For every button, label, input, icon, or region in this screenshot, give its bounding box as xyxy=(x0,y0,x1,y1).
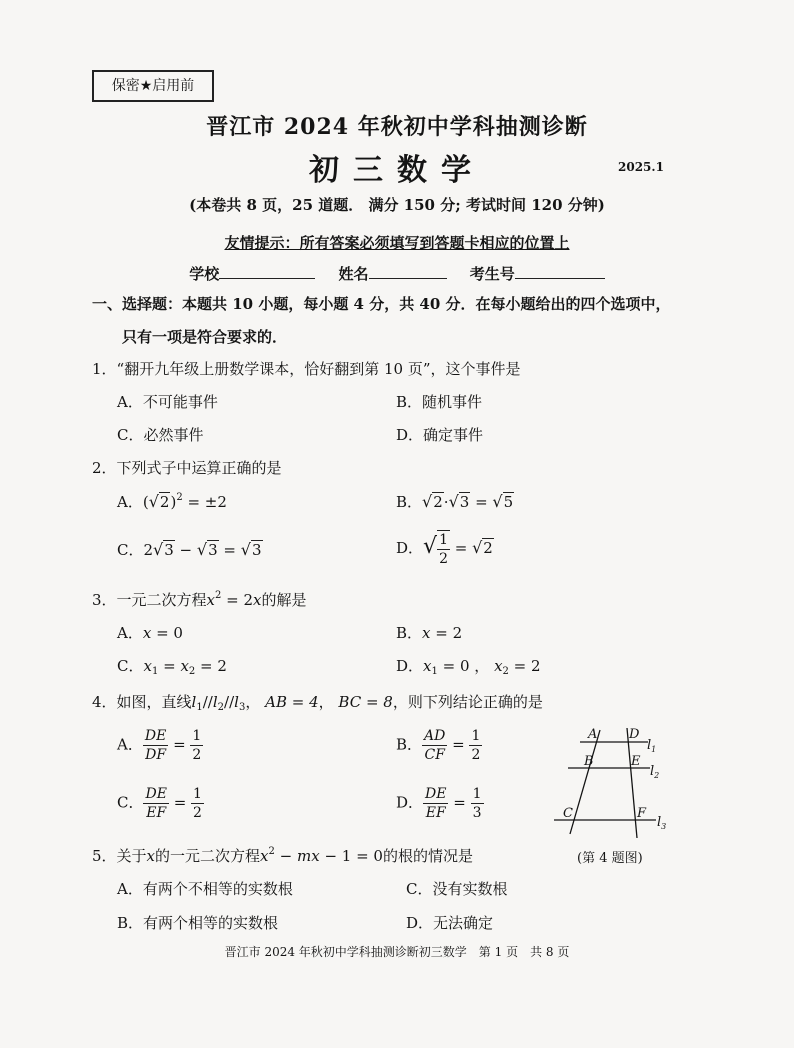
exam-title: 晋江市 2024 年秋初中学科抽测诊断 xyxy=(206,114,588,140)
name-field[interactable] xyxy=(369,264,447,279)
q3-b-label: B． xyxy=(396,624,423,642)
transversal-ac xyxy=(570,730,600,834)
q5-stem: 5．关于x的一元二次方程$x^2$ − mx − 1 = 0的根的情况是 xyxy=(92,846,473,865)
transversal-df xyxy=(627,728,637,838)
q1-stem: 1．“翻开九年级上册数学课本，恰好翻到第 10 页”，这个事件是 xyxy=(92,360,521,378)
exam-date: 2025.1 xyxy=(618,160,664,174)
q4-option-a: A． $\frac{DE}{DF}$ = $\frac{1}{2}$ xyxy=(117,728,202,763)
name-label: 姓名 xyxy=(338,265,369,283)
q3-option-d: D．$x_1 = 0$ ， $x_2 = 2$ xyxy=(396,657,541,677)
fig-label-d: D xyxy=(629,727,640,742)
q1-option-a: A．不可能事件 xyxy=(117,393,218,411)
friendly-tip xyxy=(0,232,794,253)
q3-c-label: C． xyxy=(117,657,144,675)
q4-figure xyxy=(548,722,678,842)
q3-a-label: A． xyxy=(117,624,143,642)
q2-option-c: C．2√3 − √3 = √3 xyxy=(117,540,262,559)
q2-stem: 2．下列式子中运算正确的是 xyxy=(92,459,282,477)
q4-stem-mid: ， xyxy=(318,693,334,711)
q1-option-b: B．随机事件 xyxy=(396,393,483,411)
exam-info: (本卷共 8 页，25 道题． 满分 150 分; 考试时间 120 分钟) xyxy=(189,196,605,214)
school-field[interactable] xyxy=(219,264,315,279)
page-footer: 晋江市 2024 年秋初中学科抽测诊断初三数学 第 1 页 共 8 页 xyxy=(224,945,570,959)
q1-option-d: D．确定事件 xyxy=(396,426,484,444)
section-heading: 一、选择题：本题共 10 小题，每小题 4 分，共 40 分．在每小题给出的四个选项中， xyxy=(92,295,671,313)
section-heading-line2: 只有一项是符合要求的． xyxy=(122,328,288,346)
school-label: 学校 xyxy=(189,265,220,283)
confidential-stamp: 保密★启用前 xyxy=(92,70,214,102)
q3-stem-post: 的解是 xyxy=(261,591,307,609)
fig-label-a: A xyxy=(588,727,598,742)
q2-d-label: D． xyxy=(396,539,424,557)
q4-option-b: B． $\frac{AD}{CF}$ = $\frac{1}{2}$ xyxy=(396,728,481,763)
q5-stem-mid: 的一元二次方程 xyxy=(155,847,261,865)
q2-option-a: A．$(√2)^2 = \pm 2$ xyxy=(117,492,227,511)
q2-a-label: A． xyxy=(117,493,143,511)
q4-d-label: D． xyxy=(396,793,424,812)
q4-ab: AB = 4 xyxy=(265,693,319,711)
q2-option-b: B．√2·√3 = √5 xyxy=(396,492,514,511)
q5-option-a: A．有两个不相等的实数根 xyxy=(117,880,293,898)
q3-stem: 3．一元二次方程$x^2 = 2x$的解是 xyxy=(92,590,307,609)
q4-option-c: C． $\frac{DE}{EF}$ = $\frac{1}{2}$ xyxy=(117,786,202,821)
fig-label-l2: $l_2$ xyxy=(650,764,660,780)
q5-stem-post: 的根的情况是 xyxy=(382,847,473,865)
fig-label-f: F xyxy=(637,806,647,821)
fig-label-l1: $l_1$ xyxy=(647,738,657,754)
fig-label-b: B xyxy=(584,754,594,769)
q4-figure-caption: (第 4 题图) xyxy=(577,851,643,866)
q1-option-c: C．必然事件 xyxy=(117,426,204,444)
fig-label-l3: $l_3$ xyxy=(657,815,667,831)
q2-option-d: D．√ $\frac{1}{2}$ = √2 xyxy=(396,532,493,567)
student-fields xyxy=(0,263,794,284)
q2-c-label: C． xyxy=(117,541,144,559)
q3-option-a: A．x = 0 xyxy=(117,624,183,642)
q5-option-b: B．有两个相等的实数根 xyxy=(117,914,279,932)
fig-label-c: C xyxy=(563,806,573,821)
q3-stem-pre: 3．一元二次方程 xyxy=(92,591,207,609)
q4-b-label: B． xyxy=(396,735,423,754)
q4-stem-post: ，则下列结论正确的是 xyxy=(392,693,543,711)
id-field[interactable] xyxy=(515,264,605,279)
q2-b-label: B． xyxy=(396,493,423,511)
q4-bc: BC = 8 xyxy=(338,693,393,711)
q4-stem-pre: 4．如图，直线 xyxy=(92,693,192,711)
fig-label-e: E xyxy=(631,754,641,769)
q4-c-label: C． xyxy=(117,793,144,812)
q3-option-c: C．$x_1 = x_2 = 2$ xyxy=(117,657,227,677)
q4-option-d: D． $\frac{DE}{EF}$ = $\frac{1}{3}$ xyxy=(396,786,482,821)
q4-a-label: A． xyxy=(117,735,143,754)
q5-option-d: D．无法确定 xyxy=(406,914,494,932)
q5-stem-pre: 5．关于 xyxy=(92,847,147,865)
q3-option-b: B．x = 2 xyxy=(396,624,463,642)
id-label: 考生号 xyxy=(469,265,515,283)
q4-stem: 4．如图，直线$l_1//l_2//l_3$， AB = 4， BC = 8，则下列结论正确的是 xyxy=(92,693,543,713)
q5-option-c: C．没有实数根 xyxy=(406,880,508,898)
friendly-tip-text: 友情提示：所有答案必须填写到答题卡相应的位置上 xyxy=(224,234,570,252)
exam-subject: 初三数学 xyxy=(309,153,485,188)
q3-d-label: D． xyxy=(396,657,424,675)
